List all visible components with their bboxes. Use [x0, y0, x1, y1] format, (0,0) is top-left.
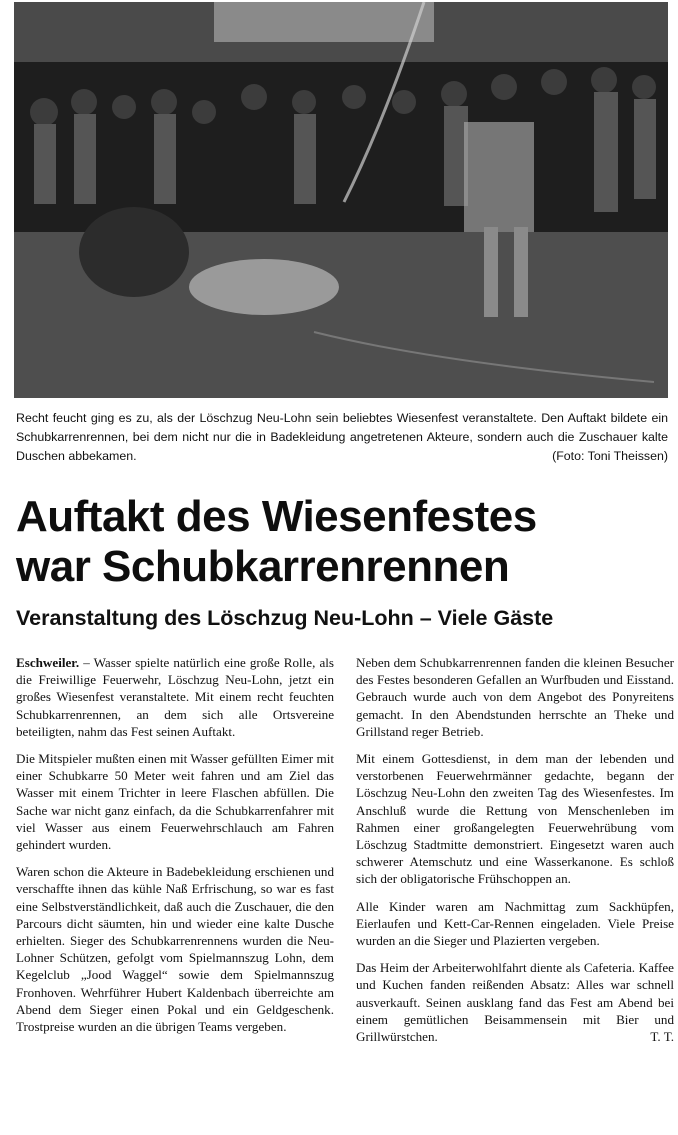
- headline: [16, 492, 668, 592]
- article-paragraph: Alle Kinder waren am Nachmittag zum Sackhüpfen, Eierlaufen und Kett-Car-Rennen eingeladen. Viele Preise wurden an die Sieger und Plazierten vergeben.: [356, 898, 674, 949]
- article-paragraph: [356, 959, 674, 1045]
- paragraph-text: Das Heim der Arbeiterwohlfahrt diente als Cafeteria. Kaffee und Kuchen fanden reißenden Absatz: Alles war schnell ausverkauft. Seinen ausklang fand das Fest am Abend bei einem gemütlichen Beisammensein mit Bier und Grillwürstchen.: [356, 960, 674, 1045]
- press-photo-icon: [14, 2, 668, 398]
- article-column-left: [16, 654, 334, 1045]
- article-paragraph: Mit einem Gottesdienst, in dem man der lebenden und verstorbenen Feuerwehrmänner gedachte, begann der Löschzug Neu-Lohn den zweiten Tag des Wiesenfestes. Im Anschluß wurde die Rettung von Menschenleben im Rahmen einer großangelegten Feuerwehrübung vom Löschzug Stadtmitte demonstriert. Eingesetzt waren auch schwerer Atemschutz und eine Wasserkanone. Es schloß sich der obligatorische Frühschoppen an.: [356, 751, 674, 887]
- article-paragraph: Neben dem Schubkarrenrennen fanden die kleinen Besucher des Festes besonderen Gefallen an Wurfbuden und Eisstand. Gebrauch wurde auch von dem Angebot des Ponyreitens gemacht. In den Abendstunden herrschte an Theke und Grillstand reger Betrieb.: [356, 655, 674, 739]
- headline-line-1: Auftakt des Wiesenfestes: [16, 492, 537, 541]
- article-column-right: [356, 654, 674, 1055]
- dateline: Eschweiler.: [16, 655, 80, 670]
- news-photo: [14, 2, 668, 398]
- article-paragraph: [16, 654, 334, 740]
- photo-credit: (Foto: Toni Theissen): [552, 449, 668, 463]
- subheadline: Veranstaltung des Löschzug Neu-Lohn – Viele Gäste: [16, 606, 554, 630]
- headline-line-2: war Schubkarrenrennen: [16, 542, 510, 591]
- article-paragraph: Die Mitspieler mußten einen mit Wasser gefüllten Eimer mit einer Schubkarre 50 Meter weit fahren und am Ziel das Wasser mit einem Trichter in leere Flaschen abfüllen. Die Sache war nicht ganz einfach, da die Schubkarrenfahrer mit viel Wasser aus einem Feuerwehrschlauch am Fahren gehindert wurden.: [16, 751, 334, 853]
- caption-text: Recht feucht ging es zu, als der Löschzug Neu-Lohn sein beliebtes Wiesenfest veranstaltete. Den Auftakt bildete ein Schubkarrenrennen, bei dem nicht nur die in Badekleidung angetretenen Akteure, sondern auch die Zuschauer kalte Duschen abbekamen.: [16, 411, 668, 463]
- photo-caption: [16, 409, 668, 466]
- article-paragraph: Waren schon die Akteure in Badebekleidung erschienen und verschaffte ihnen das kühle Naß Erfrischung, so war es fast eine Selbstverständlichkeit, daß auch die Zuschauer, die den Parcours dicht säumten, hin und wieder eine kalte Dusche erhielten. Sieger des Schubkarrenrennens wurden die Neu-Lohner Schützen, gefolgt vom Spielmannszug Lohn, dem Kegelclub „Jood Waggel“ sowie dem Spielmannszug Fronhoven. Wehrführer Hubert Kaldenbach überreichte am Abend dem Sieger einen Pokal und ein Geldgeschenk. Trostpreise wurden an die übrigen Teams vergeben.: [16, 864, 334, 1035]
- paragraph-text: – Wasser spielte natürlich eine große Rolle, als die Freiwillige Feuerwehr, Löschzug Neu-Lohn, jetzt ein großes Wiesenfest veranstaltete. Mit einem recht feuchten Schubkarrenrennen, an dem sich alle Ortsvereine beteiligten, nahm das Fest seinen Auftakt.: [16, 655, 334, 739]
- author-initials: T. T.: [650, 1029, 674, 1045]
